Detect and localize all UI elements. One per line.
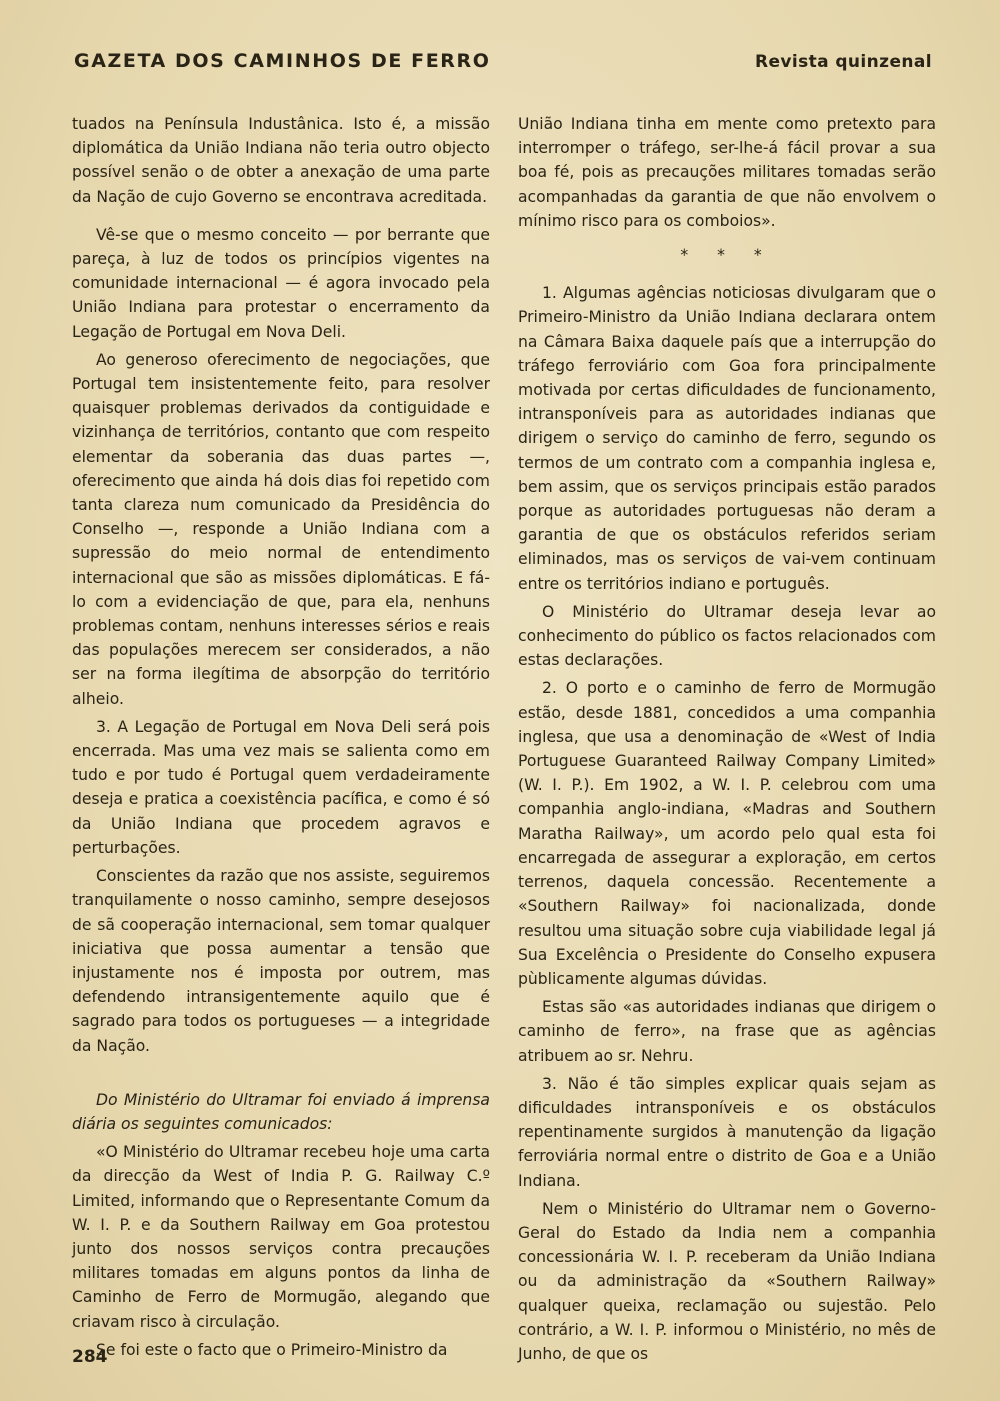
paragraph: 3. A Legação de Portugal em Nova Deli será pois encerrada. Mas uma vez mais se salienta como em tudo e por tudo é Portugal quem verdadeiramente deseja e pratica a coexistência pacífica, e como é só da União Indiana que procedem agravos e perturbações. <box>72 717 490 857</box>
paragraph: Ao generoso oferecimento de negociações, que Portugal tem insistentemente feito, para resolver quaisquer problemas derivados da contiguidade e vizinhança de territórios, contanto que com respeito elementar da soberania das duas partes —, oferecimento que ainda há dois dias foi repetido com tanta clareza num comunicado da Presidência do Conselho —, responde a União Indiana com a supressão do meio normal de entendimento internacional que são as missões diplomáticas. E fá-lo com a evidenciação de que, para ela, nenhuns problemas contam, nenhuns interesses sérios e reais das populações merecem ser considerados, a não ser na forma ilegítima de absorpção do território alheio. <box>72 350 490 708</box>
paragraph: 1. Algumas agências noticiosas divulgaram que o Primeiro-Ministro da União Indiana declarara ontem na Câmara Baixa daquele país que a interrupção do tráfego ferroviário com Goa fora principalmente motivada por certas dificuldades de funcionamento, intransponíveis para as autoridades indianas que dirigem o serviço do caminho de ferro, segundo os termos de um contrato com a companhia inglesa e, bem assim, que os serviços principais estão parados porque as autoridades portuguesas não deram a garantia de que os obstáculos referidos seriam eliminados, mas os serviços de vai-vem continuam entre os territórios indiano e português. <box>518 284 936 593</box>
left-column <box>72 112 490 1362</box>
page-number: 284 <box>72 1347 108 1367</box>
paragraph: Vê-se que o mesmo conceito — por berrante que pareça, à luz de todos os princípios vigentes na comunidade internacional — é agora invocado pela União Indiana para protestar o encerramento da Legação de Portugal em Nova Deli. <box>72 225 490 341</box>
paragraph: União Indiana tinha em mente como pretexto para interromper o tráfego, ser-lhe-á fácil provar a sua boa fé, pois as precauções militares tomadas serão acompanhadas da garantia de que não envolvem o mínimo risco para os comboios». <box>518 115 936 230</box>
paragraph: Nem o Ministério do Ultramar nem o Governo-Geral do Estado da India nem a companhia concessionária W. I. P. receberam da União Indiana ou da administração da «Southern Railway» qualquer queixa, reclamação ou sujestão. Pelo contrário, a W. I. P. informou o Ministério, no mês de Junho, de que os <box>518 1199 936 1363</box>
section-separator: * * * <box>680 246 774 265</box>
paragraph: Estas são «as autoridades indianas que dirigem o caminho de ferro», na frase que as agências atribuem ao sr. Nehru. <box>518 998 936 1065</box>
right-column <box>518 112 936 1366</box>
section-heading: Do Ministério do Ultramar foi enviado á imprensa diária os seguintes comunicados: <box>72 1090 490 1133</box>
paragraph: «O Ministério do Ultramar recebeu hoje uma carta da direcção da West of India P. G. Railway C.º Limited, informando que o Representante Comum da W. I. P. e da Southern Railway em Goa protestou junto dos nossos serviços contra precauções militares tomadas em alguns pontos da linha de Caminho de Ferro de Mormugão, alegando que criavam risco à circulação. <box>72 1143 490 1331</box>
paragraph: Se foi este o facto que o Primeiro-Ministro da <box>96 1340 448 1359</box>
journal-title: GAZETA DOS CAMINHOS DE FERRO <box>74 50 491 72</box>
journal-subtitle: Revista quinzenal <box>755 52 932 72</box>
running-header <box>74 50 932 80</box>
paragraph: tuados na Península Industânica. Isto é, a missão diplomática da União Indiana não teria outro objecto possível senão o de obter a anexação de uma parte da Nação de cujo Governo se encontrava acreditada. <box>72 115 490 206</box>
paragraph: Conscientes da razão que nos assiste, seguiremos tranquilamente o nosso caminho, sempre desejosos de sã cooperação internacional, sem tomar qualquer iniciativa que possa aumentar a tensão que injustamente nos é imposta por outrem, mas defendendo intransigentemente aquilo que é sagrado para todos os portugueses — a integridade da Nação. <box>72 867 490 1055</box>
paragraph: O Ministério do Ultramar deseja levar ao conhecimento do público os factos relacionados com estas declarações. <box>518 602 936 670</box>
paragraph: 3. Não é tão simples explicar quais sejam as dificuldades intransponíveis e os obstáculos repentinamente surgidos à manutenção da ligação ferroviária normal entre o distrito de Goa e a União Indiana. <box>518 1074 936 1190</box>
paragraph: 2. O porto e o caminho de ferro de Mormugão estão, desde 1881, concedidos a uma companhia inglesa, que usa a denominação de «West of India Portuguese Guaranteed Railway Company Limited» (W. I. P.). Em 1902, a W. I. P. celebrou com uma companhia anglo-indiana, «Madras and Southern Maratha Railway», um acordo pelo qual esta foi encarregada de assegurar a exploração, em certos terrenos, daquela concessão. Recentemente a «Southern Railway» foi nacionalizada, donde resultou uma situação sobre cuja viabilidade legal já Sua Excelência o Presidente do Conselho expusera pùblicamente algumas dúvidas. <box>518 679 936 988</box>
